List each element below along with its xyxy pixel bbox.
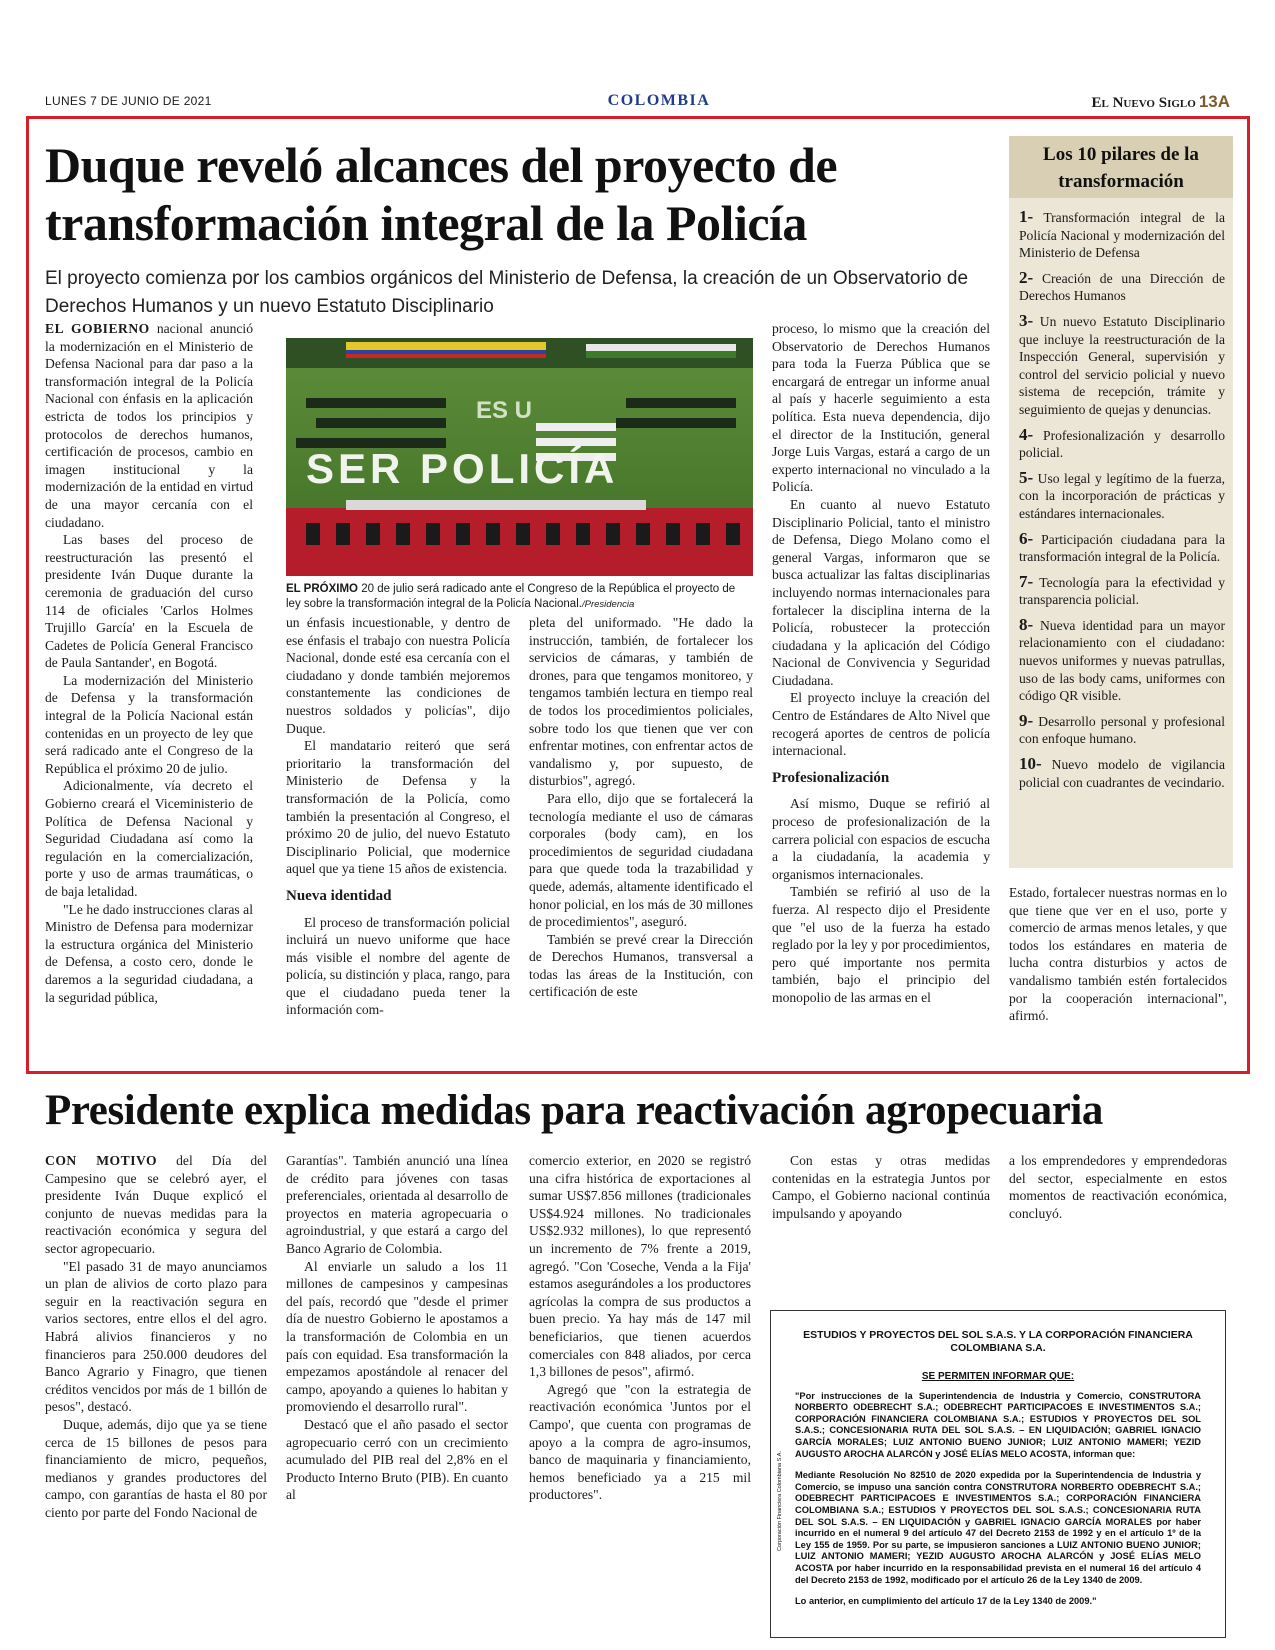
page-header [45,92,1230,112]
publication-name: El Nuevo Siglo [1091,95,1196,111]
caption-text: 20 de julio será radicado ante el Congreso de la República el proyecto de ley sobre la transformación integral de la Policía Nacional. [286,583,736,610]
sidebar-title: Los 10 pilares de la transformación [1009,136,1233,198]
notice-title: ESTUDIOS Y PROYECTOS DEL SOL S.A.S. Y LA CORPORACIÓN FINANCIERA COLOMBIANA S.A. [803,1329,1193,1354]
legal-notice [770,1310,1226,1638]
page-number: 13A [1198,92,1230,111]
paragraph: CON MOTIVO del Día del Campesino que se celebró ayer, el presidente Iván Duque explicó el conjunto de nuevas medidas para la reactivación económica y segura del sector agropecuario. [45,1153,267,1256]
paragraph: La modernización del Ministerio de Defensa y la transformación integral de la Policía Nacional están contenidas en un proyecto de ley que será radicado ante el Congreso de la República el próximo 20 de julio. [45,672,253,776]
field-lettering: SER POLICÍA [306,445,619,492]
paragraph: El mandatario reiteró que será prioritario la transformación del Ministerio de Defensa y la transformación de la Policía, como también la presentación al Congreso, el próximo 20 de julio, del nuevo Estatuto Disciplinario Policial, que modernice aquel que ya tiene 15 años de existencia. [286,738,510,877]
paragraph: También se prevé crear la Dirección de Derechos Humanos, transversal a todas las áreas de la Institución, con certificación de este [529,931,753,1000]
subheading: Profesionalización [772,769,890,786]
paragraph: Al enviarle un saludo a los 11 millones de campesinos y campesinas del país, recordó que "desde el primer día de nuestro Gobierno le apostamos a la transformación de Colombia en un país con equidad. Esa transformación la empezamos apostándole al renacer del campo, apoyando a quienes lo habitan y promoviendo el desarrollo rural". [286,1258,508,1415]
article-column-2 [286,614,510,1019]
paragraph: "El pasado 31 de mayo anunciamos un plan de alivios de corto plazo para seguir en la reactivación segura en varios sectores, entre ellos el del agro. Habrá alivios financieros y no financieros para 250.000 deudores del Banco Agrario y Finagro, que tienen créditos vencidos por más de 1 billón de pesos", destacó. [45,1258,267,1415]
list-item: 5- Uso legal y legítimo de la fuerza, con la incorporación de prácticas y estándares internacionales. [1019,467,1226,521]
list-item: 7- Tecnología para la efectividad y transparencia policial. [1019,571,1226,608]
second-article-column-3 [529,1152,751,1504]
photo-caption [286,582,753,612]
field-banner-text: ES U [476,397,533,424]
second-article-column-4 [772,1152,990,1222]
paragraph: EL GOBIERNO nacional anunció la modernización en el Ministerio de Defensa Nacional para dar paso a la transformación integral de la Policía Nacional con énfasis en la aplicación estricta de todos los principios y protocolos de derechos humanos, certificación de procesos, cambio en imagen institucional y la modernización de la entidad en virtud de una mayor cercanía con el ciudadano. [45,321,254,530]
paragraph: Adicionalmente, vía decreto el Gobierno creará el Viceministerio de Política de Defensa Nacional y Seguridad Ciudadana así como la regulación en la comercialización, porte y uso de armas traumáticas, o de baja letalidad. [45,778,253,899]
notice-subtitle: SE PERMITEN INFORMAR QUE: [921,1371,1075,1382]
pillars-sidebar [1009,136,1233,868]
second-article-headline: Presidente explica medidas para reactivación agropecuaria [45,1087,1104,1134]
caption-lead: EL PRÓXIMO [286,583,358,595]
paragraph: También se refirió al uso de la fuerza. Al respecto dijo el Presidente que "el uso de la fuerza ha estado reglado por la ley y por procedimientos, pero qué importante nos permita también, bajo el principio del monopolio de las armas en el [772,884,990,1005]
article-column-1 [45,320,253,1006]
article-column-5 [1009,884,1227,1025]
issue-date: LUNES 7 DE JUNIO DE 2021 [45,94,212,108]
subheading: Nueva identidad [286,887,392,904]
notice-side-text: Corporación Financiera Colombiana S.A. [777,1451,783,1551]
second-article-column-5 [1009,1152,1227,1222]
list-item: 3- Un nuevo Estatuto Disciplinario que incluye la reestructuración de la Inspección General, supervisión y control del servicio policial y nuevo sistema de recepción, trámite y seguimiento de quejas y denuncias. [1019,310,1225,417]
graduation-ceremony-photo [286,338,753,576]
list-item: 6- Participación ciudadana para la transformación integral de la Policía. [1019,528,1225,565]
list-item: 1- Transformación integral de la Policía Nacional y modernización del Ministerio de Defensa [1019,207,1225,261]
notice-paragraph: Lo anterior, en cumplimiento del artículo 17 de la Ley 1340 de 2009." [795,1596,1097,1607]
section-name: COLOMBIA [607,92,711,109]
paragraph: En cuanto al nuevo Estatuto Disciplinario Policial, tanto el ministro de Defensa, Diego Molano como el general Vargas, informaron que se busca actualizar las faltas disciplinarias incluyendo normas internacionales para fortalecer la disciplina interna de la Policía, robustecer la protección ciudadana y la aplicación del Código Nacional de Convivencia y Seguridad Ciudadana. [772,496,990,688]
paragraph: Agregó que "con la estrategia de reactivación económica 'Juntos por el Campo', que cuenta con programas de apoyo a la compra de agro-insumos, banco de maquinaria y financiamiento, hemos beneficiado ya a 215 mil productores". [529,1381,751,1503]
paragraph: pleta del uniformado. "He dado la instrucción, también, de fortalecer los servicios de cámaras, y también de drones, para que tengamos monitoreo, y tengamos también lectura en tiempo real de todos los procedimientos policiales, sobre todo los que tienen que ver con enfrentar motines, con enfrentar actos de vandalismo y, por supuesto, de disturbios", agregó. [529,615,753,789]
paragraph: Estado, fortalecer nuestras normas en lo que tiene que ver en el uso, porte y comercio de armas menos letales, y que todos los estándares en materia de lucha contra disturbios y actos de vandalismo también estén fortalecidos por la cooperación internacional", afirmó. [1009,885,1227,1024]
paragraph: El proyecto incluye la creación del Centro de Estándares de Alto Nivel que recogerá aportes de centros de policía internacional. [772,690,990,759]
article-photo [286,338,753,576]
article-deck: El proyecto comienza por los cambios orgánicos del Ministerio de Defensa, la creación de un Observatorio de Derechos Humanos y un nuevo Estatuto Disciplinario [45,268,969,317]
paragraph: proceso, lo mismo que la creación del Observatorio de Derechos Humanos para toda la Fuerza Pública que se encargará de entregar un informe anual al país y hacerle seguimiento a esta política. Esta nueva dependencia, dijo el director de la Institución, general Jorge Luis Vargas, estará a cargo de un experto internacional no vinculado a la Policía. [772,321,990,495]
article-headline: Duque reveló alcances del proyecto de transformación integral de la Policía [45,137,838,251]
pillars-list [1019,208,1225,798]
article-column-3 [529,614,753,1001]
paragraph: Duque, además, dijo que ya se tiene cerca de 15 billones de pesos para financiamiento de micro, pequeños, medianos y grandes productores del campo, con garantías de hasta el 80 por ciento por parte del Fondo Nacional de [45,1416,267,1520]
paragraph: Para ello, dijo que se fortalecerá la tecnología mediante el uso de cámaras corporales (body cam), en los procedimientos de seguridad ciudadana para que quede toda la trazabilidad y quede, además, altamente identificado el honor policial, en los más de 30 millones de procedimientos", aseguró. [529,790,753,930]
paragraph: Con estas y otras medidas contenidas en la estrategia Juntos por Campo, el Gobierno nacional continúa impulsando y apoyando [772,1153,990,1221]
paragraph: "Le he dado instrucciones claras al Ministro de Defensa para modernizar la estructura orgánica del Ministerio de Defensa, a costo cero, donde le daremos a la seguridad ciudadana, a la seguridad pública, [45,901,253,1005]
publication-masthead [1092,92,1231,112]
lead-in: CON MOTIVO [45,1153,158,1168]
list-item: 9- Desarrollo personal y profesional con enfoque humano. [1019,710,1225,747]
paragraph: un énfasis incuestionable, y dentro de ese énfasis el trabajo con nuestra Policía Nacional, donde esté esa cercanía con el ciudadano y donde también mejoremos constantemente las condiciones de nuestros soldados y policías", dijo Duque. [286,615,510,736]
second-article-column-1 [45,1152,267,1521]
list-item: 2- Creación de una Dirección de Derechos Humanos [1019,267,1225,304]
list-item: 10- Nuevo modelo de vigilancia policial con cuadrantes de vecindario. [1019,754,1225,790]
list-item: 4- Profesionalización y desarrollo policial. [1019,424,1225,461]
list-item: 8- Nueva identidad para un mayor relacionamiento con el ciudadano: nuevos uniformes y nuevas patrullas, uso de las body cams, uniformes con código QR visible. [1019,614,1225,704]
notice-paragraph: "Por instrucciones de la Superintendencia de Industria y Comercio, CONSTRUTORA NORBERTO ODEBRECHT S.A.; ODEBRECHT PARTICIPACOES E INVESTIMENTOS S.A.; CORPORACIÓN FINANCIERA COLOMBIANA S.A.; ESTUDIOS Y PROYECTOS DEL SOL S.A.S.; CONCESIONARIA RUTA DEL SOL S.A.S. – EN LIQUIDACIÓN; GABRIEL IGNACIO GARCÍA MORALES; LUIZ ANTONIO BUENO JUNIOR; LUIZ ANTONIO MAMERI; YEZID AUGUSTO AROCHA ALARCÓN y JOSÉ ELÍAS MELO ACOSTA, informan que: [795,1390,1201,1459]
notice-paragraph: Mediante Resolución No 82510 de 2020 expedida por la Superintendencia de Industria y Comercio, se impuso una sanción contra CONSTRUTORA NORBERTO ODEBRECHT S.A.; ODEBRECHT PARTICIPACOES E INVESTIMENTOS S.A.; CORPORACIÓN FINANCIERA COLOMBIANA S.A.; ESTUDIOS Y PROYECTOS DEL SOL S.A.S.; CONCESIONARIA RUTA DEL SOL S.A.S. – EN LIQUIDACIÓN y GABRIEL IGNACIO GARCÍA MORALES por haber incurrido en el numeral 9 del artículo 47 del Decreto 2153 de 1992 y en el artículo 1º de la Ley 155 de 1959. Por su parte, se impusieron sanciones a LUIZ ANTONIO BUENO JUNIOR; LUIZ ANTONIO MAMERI; YEZID AUGUSTO AROCHA ALARCÓN y JOSÉ ELÍAS MELO ACOSTA por haber incurrido en la responsabilidad prevista en el numeral 16 del artículo 4 del Decreto 2153 de 1992, modificado por el artículo 26 de la Ley 1340 de 2009. [795,1470,1201,1585]
article-column-4 [772,320,990,1007]
second-article-column-2 [286,1152,508,1504]
paragraph: Las bases del proceso de reestructuración las presentó el presidente Iván Duque durante la ceremonia de graduación del curso 114 de oficiales 'Carlos Holmes Trujillo García' en la Escuela de Cadetes de Policía General Francisco de Paula Santander', en Bogotá. [45,532,253,671]
photo-credit: /Presidencia [581,599,635,610]
paragraph: Destacó que el año pasado el sector agropecuario cerró con un crecimiento acumulado del PIB real del 2,8% en el Producto Interno Bruto (PIB). En cuanto al [286,1416,508,1503]
paragraph: comercio exterior, en 2020 se registró una cifra histórica de exportaciones al sumar US$7.856 millones (tradicionales US$4.924 millones. No tradicionales US$2.932 millones), lo que representó un incremento de 7% frente a 2019, agregó. "Con 'Coseche, Venda a la Fija' estamos asegurándoles a los productores agrícolas la compra de sus productos a buen precio. Ya hay más de 147 mil beneficiarios, que tienen acuerdos comerciales con 848 aliados, por cerca 1,3 billones de pesos", afirmó. [529,1153,751,1380]
paragraph: a los emprendedores y emprendedoras del sector, especialmente en estos momentos de reactivación económica, concluyó. [1009,1153,1227,1221]
paragraph: Así mismo, Duque se refirió al proceso de profesionalización de la carrera policial con espacios de escucha a la ciudadanía, la academia y organismos internacionales. [772,796,990,882]
paragraph: El proceso de transformación policial incluirá un nuevo uniforme que hace más visible el nombre del agente de policía, su distinción y placa, rango, para que el ciudadano pueda tener la información com- [286,914,510,1018]
paragraph: Garantías". También anunció una línea de crédito para jóvenes con tasas preferenciales, orientada al desarrollo de proyectos en materia agropecuaria o agroindustrial, y que estará a cargo del Banco Agrario de Colombia. [286,1153,508,1256]
lead-in: EL GOBIERNO [45,321,150,336]
